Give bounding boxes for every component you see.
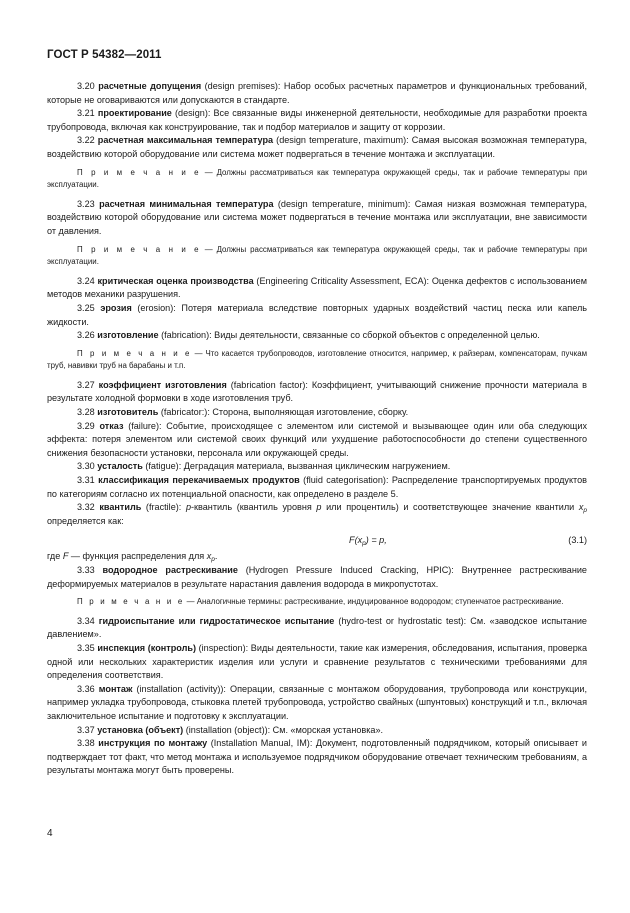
definition-3-38: 3.38 инструкция по монтажу (Installation Manual, IM): Документ, подготовленный подрядчиком, который описывает и подтверждает тот факт, что метод монтажа и используемое подрядчиком оборудование отвечает техническим требованиям, а результаты монтажа могут быть проверены. [47,738,587,776]
definition-3-22: 3.22 расчетная максимальная температура (design temperature, maximum): Самая высокая возможная температура, воздействию которой оборудование или система может подвергаться в течение монтажа и эксплуатации. [47,135,587,159]
definition-3-25: 3.25 эрозия (erosion): Потеря материала вследствие повторных ударных воздействий частиц песка или капель жидкости. [47,302,587,327]
formula-number: (3.1) [568,535,587,546]
definition-3-37: 3.37 установка (объект) (installation (object)): См. «морская установка». [77,724,384,735]
definition-3-36: 3.36 монтаж (installation (activity)): Операции, связанные с монтажом оборудования, трубопровода или конструкции, например укладка трубопровода, стыковка плетей трубопровода, устройство свайных (шпунтовых) конструкций и т.п., включая заключительное испытание и подготовку к эксплуатации. [47,683,587,721]
note-3-33: П р и м е ч а н и е — Аналогичные термины: растрескивание, индуцированное водородом; ступенчатое растрескивание. [77,597,564,607]
document-code: ГОСТ Р 54382—2011 [47,49,162,61]
definition-3-24: 3.24 критическая оценка производства (Engineering Criticality Assessment, ECA): Оценка дефектов с использованием методов механики разрушения. [47,275,587,300]
definition-3-33: 3.33 водородное растрескивание (Hydrogen Pressure Induced Cracking, HPIC): Внутреннее растрескивание деформируемых материалов в результате нарастания давления водорода в микропустотах. [47,565,587,589]
formula-expression: $F(x_p) = p$, [349,535,387,548]
definition-3-30: 3.30 усталость (fatigue): Деградация материала, вызванная циклическим нагружением. [77,461,451,472]
definition-3-26: 3.26 изготовление (fabrication): Виды деятельности, связанные со сборкой объектов с определенной целью. [77,330,540,341]
definition-3-28: 3.28 изготовитель (fabricator:): Сторона, выполняющая изготовление, сборку. [77,407,409,418]
definition-3-32: 3.32 квантиль (fractile): p-квантиль (квантиль уровня p или процентиль) и соответствующее значение квантили $x_p$ определяется как: [47,502,588,526]
formula-3-1 [47,531,587,550]
note-3-22: П р и м е ч а н и е — Должны рассматриваться как температура окружающей среды, так и рабочие температуры при эксплуатации. [47,167,587,190]
definition-3-20: 3.20 расчетные допущения (design premises): Набор особых расчетных параметров и функциональных требований, которые не оговариваются или допускаются в стандарте. [47,81,587,105]
definition-3-29: 3.29 отказ (failure): Событие, происходящее с элементом или системой и вызывающее один или оба следующих эффекта: потеря элементом или системой своих функций или ухудшение работоспособности до степени существенного снижения безопасности установки, персонала или окружающей среды. [47,420,587,458]
definition-3-34: 3.34 гидроиспытание или гидростатическое испытание (hydro-test or hydrostatic test): См. «заводское испытание давлением». [47,615,587,640]
definition-3-31: 3.31 классификация перекачиваемых продуктов (fluid categorisation): Распределение транспортируемых продуктов по категориям согласно их потенциальной опасности, как определено в разделе 5. [47,475,587,499]
document-body [47,80,587,778]
definition-3-35: 3.35 инспекция (контроль) (inspection): Виды деятельности, такие как измерения, обследования, испытания, проверка одной или нескольких характеристик изделия или услуги и сравнение результатов с техническими требованиями для определения соответствия. [47,642,587,681]
note-3-26: П р и м е ч а н и е — Что касается трубопроводов, изготовление относится, например, к райзерам, компенсаторам, пучкам труб, навивки труб на барабаны и т.п. [47,348,588,371]
definition-3-21: 3.21 проектирование (design): Все связанные виды инженерной деятельности, необходимые для разработки проекта трубопровода, включая как конструирование, так и подбор материалов и защиту от коррозии. [47,108,588,132]
definition-3-27: 3.27 коэффициент изготовления (fabrication factor): Коэффициент, учитывающий снижение прочности материала в результате холодной формовки в ходе изготовления труб. [47,379,587,404]
note-3-23: П р и м е ч а н и е — Должны рассматриваться как температура окружающей среды, так и рабочие температуры при эксплуатации. [47,244,587,267]
formula-explanation: где F — функция распределения для $x_p$. [47,551,218,564]
page-number: 4 [47,828,53,839]
definition-3-23: 3.23 расчетная минимальная температура (design temperature, minimum): Самая низкая возможная температура, воздействию которой оборудование или система может подвергаться в течение монтажа или эксплуатации, вне зависимости от давления. [47,198,587,236]
